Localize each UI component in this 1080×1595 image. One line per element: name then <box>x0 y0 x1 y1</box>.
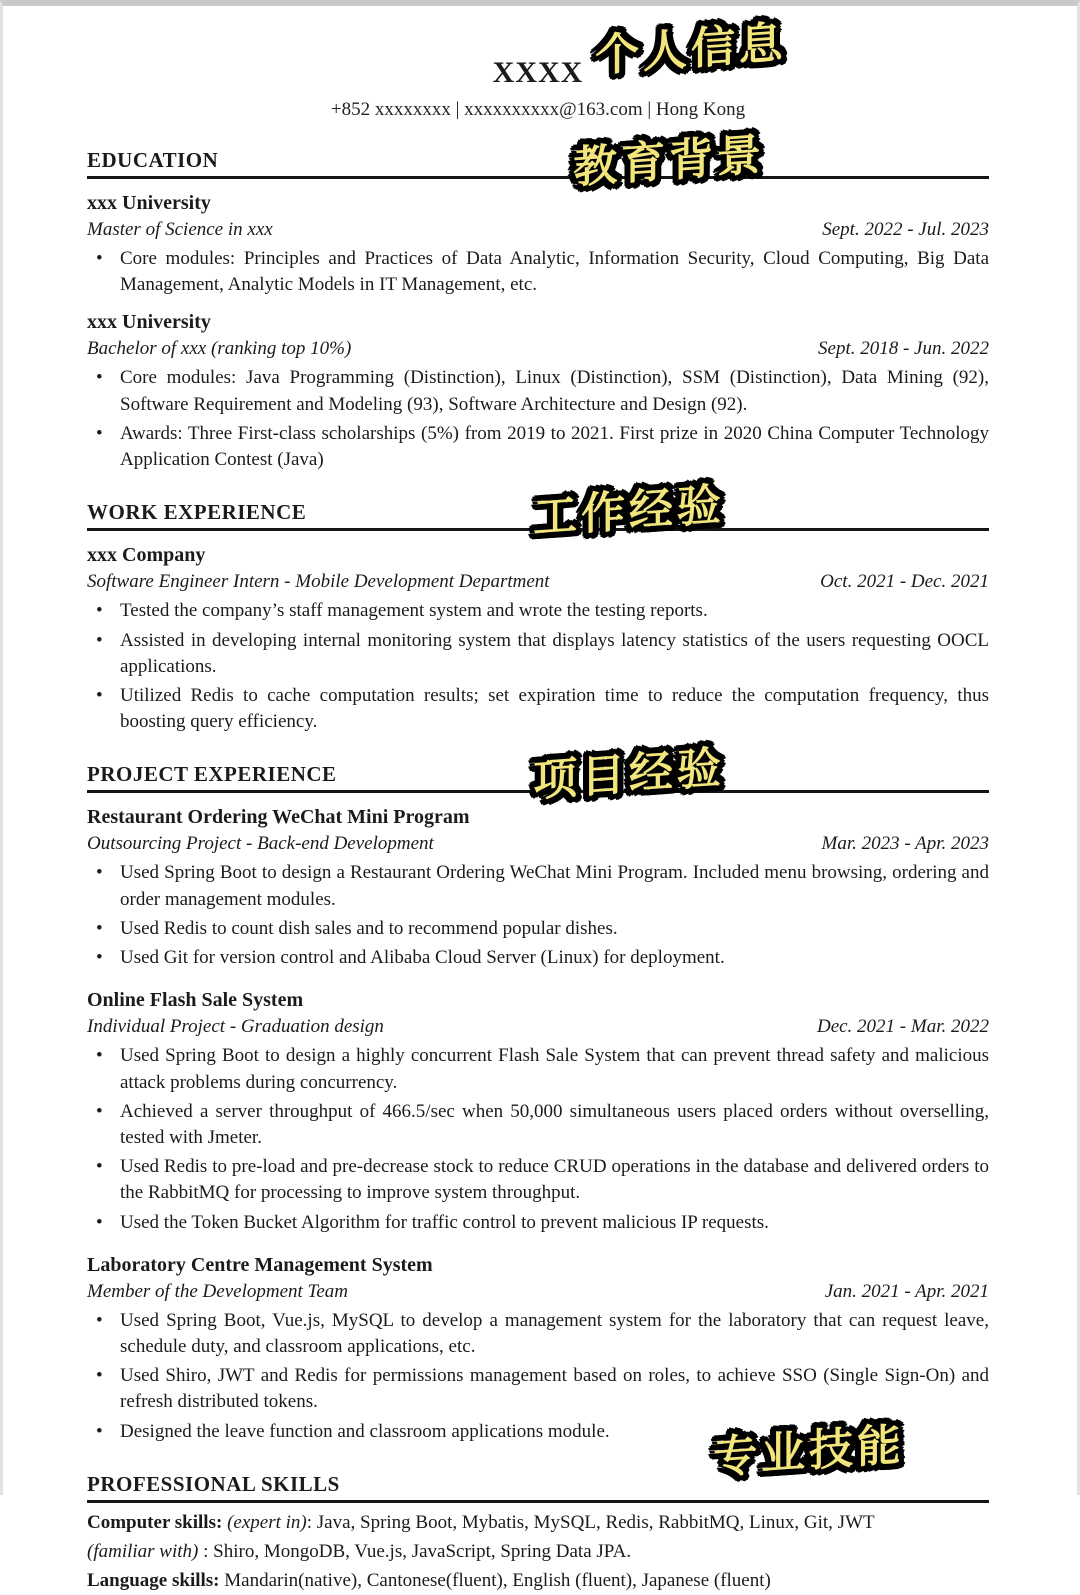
language-skills-label: Language skills: <box>87 1570 220 1592</box>
bullet-list <box>87 365 989 473</box>
bullet-item: • Assisted in developing internal monitoring system that displays latency statistics of the users requesting OOCL applications. <box>87 628 989 680</box>
bullet-item: • Used Redis to count dish sales and to recommend popular dishes. <box>87 916 989 942</box>
section-project-experience <box>87 742 989 1445</box>
bullet-item: • Core modules: Principles and Practices of Data Analytic, Information Security, Cloud Computing, Big Data Management, Analytic Models in IT Management, etc. <box>87 246 989 298</box>
resume-content <box>3 6 1077 1595</box>
language-skills-line <box>87 1568 989 1594</box>
bullet-item: • Used Shiro, JWT and Redis for permissions management based on roles, to achieve SSO (Single Sign-On) and refresh distributed tokens. <box>87 1363 989 1415</box>
annotation-work: 工作经验 <box>533 479 725 545</box>
familiar-with-label: (familiar with) <box>87 1541 199 1563</box>
bullet-item: • Used Spring Boot to design a highly concurrent Flash Sale System that can prevent thread safety and malicious attack problems during concurrency. <box>87 1043 989 1095</box>
bullet-item: • Used Spring Boot to design a Restaurant Ordering WeChat Mini Program. Included menu browsing, ordering and order management modules. <box>87 860 989 912</box>
entry-role-row <box>87 219 989 241</box>
entry-role: Individual Project - Graduation design <box>87 1016 384 1038</box>
entry-org: Online Flash Sale System <box>87 989 304 1012</box>
work-heading: WORK EXPERIENCE <box>87 500 307 525</box>
entry-dates: Oct. 2021 - Dec. 2021 <box>820 571 989 593</box>
annotation-skills: 专业技能 <box>713 1419 905 1484</box>
entry-dates: Jan. 2021 - Apr. 2021 <box>824 1280 989 1302</box>
resume-header <box>87 17 989 121</box>
project-entry <box>87 989 989 1236</box>
entry-org: Laboratory Centre Management System <box>87 1253 433 1276</box>
familiar-skills-line <box>87 1539 989 1565</box>
education-entry <box>87 192 989 298</box>
entry-role: Master of Science in xxx <box>87 219 273 240</box>
bullet-item: • Used Redis to pre-load and pre-decrease stock to reduce CRUD operations in the database and delivered orders to the RabbitMQ for processing to improve system throughput. <box>87 1154 989 1206</box>
bullet-item: • Used Spring Boot, Vue.js, MySQL to develop a management system for the laboratory that can request leave, schedule duty, and classroom applications, etc. <box>87 1308 989 1360</box>
computer-skills-line <box>87 1510 989 1536</box>
project-entry <box>87 806 989 971</box>
bullet-list <box>87 860 989 971</box>
section-work-experience <box>87 479 989 735</box>
familiar-skills-list: : Shiro, MongoDB, Vue.js, JavaScript, Spring Data JPA. <box>198 1541 632 1563</box>
bullet-list <box>87 598 989 735</box>
entry-org: xxx Company <box>87 544 206 567</box>
entry-role: Bachelor of xxx (ranking top 10%) <box>87 338 352 360</box>
entry-dates: Mar. 2023 - Apr. 2023 <box>821 833 989 855</box>
bullet-item: • Designed the leave function and classroom applications module. <box>87 1419 989 1445</box>
entry-dates: Sept. 2018 - Jun. 2022 <box>818 338 989 360</box>
annotation-project: 项目经验 <box>533 742 725 808</box>
annotation-education: 教育背景 <box>573 129 765 194</box>
bullet-item: • Core modules: Java Programming (Distinction), Linux (Distinction), SSM (Distinction), Data Mining (92), Software Requirement and Modeling (93), Software Architecture and Design (92). <box>87 365 989 417</box>
entry-role: Member of the Development Team <box>87 1280 349 1302</box>
expert-in-label: (expert in) <box>222 1511 307 1533</box>
education-entry <box>87 311 989 473</box>
bullet-item: • Used Git for version control and Alibaba Cloud Server (Linux) for deployment. <box>87 945 989 971</box>
bullet-item: • Utilized Redis to cache computation results; set expiration time to reduce the computation frequency, thus boosting query efficiency. <box>87 683 989 735</box>
entry-role-row <box>87 833 989 855</box>
education-heading: EDUCATION <box>87 148 219 172</box>
education-heading-row <box>87 129 989 194</box>
entry-org: Restaurant Ordering WeChat Mini Program <box>87 806 470 829</box>
entry-role-row <box>87 1016 989 1038</box>
project-entry <box>87 1254 989 1445</box>
entry-dates: Sept. 2022 - Jul. 2023 <box>822 219 989 240</box>
entry-role-row <box>87 571 989 593</box>
entry-role-row <box>87 1281 989 1303</box>
bullet-item: • Achieved a server throughput of 466.5/sec when 50,000 simultaneous users placed orders without overselling, tested with Jmeter. <box>87 1099 989 1151</box>
entry-dates: Dec. 2021 - Mar. 2022 <box>816 1016 989 1038</box>
entry-role: Outsourcing Project - Back-end Development <box>87 833 434 855</box>
skills-heading: PROFESSIONAL SKILLS <box>87 1471 340 1496</box>
contact-line: +852 xxxxxxxx | xxxxxxxxxx@163.com | Hong Kong <box>330 99 746 120</box>
work-heading-row <box>87 479 989 545</box>
entry-role-row <box>87 338 989 360</box>
project-heading-row <box>87 742 989 808</box>
bullet-list <box>87 1043 989 1236</box>
bullet-item: • Tested the company’s staff management system and wrote the testing reports. <box>87 598 989 624</box>
bullet-item: • Used the Token Bucket Algorithm for traffic control to prevent malicious IP requests. <box>87 1210 989 1236</box>
project-heading: PROJECT EXPERIENCE <box>87 762 337 787</box>
annotation-personal-info: 个人信息 <box>595 17 787 82</box>
language-skills-list: Mandarin(native), Cantonese(fluent), English (fluent), Japanese (fluent) <box>219 1570 771 1592</box>
work-entry <box>87 544 989 735</box>
computer-skills-label: Computer skills: <box>87 1511 223 1533</box>
candidate-name: XXXX <box>492 56 584 89</box>
entry-org: xxx University <box>87 311 211 334</box>
bullet-item: • Awards: Three First-class scholarships (5%) from 2019 to 2021. First prize in 2020 China Computer Technology Application Contest (Java) <box>87 421 989 473</box>
entry-role: Software Engineer Intern - Mobile Development Department <box>87 571 550 593</box>
expert-skills-list: : Java, Spring Boot, Mybatis, MySQL, Redis, RabbitMQ, Linux, Git, JWT <box>306 1511 875 1533</box>
bullet-list <box>87 246 989 298</box>
entry-org: xxx University <box>87 192 211 214</box>
section-education <box>87 129 989 473</box>
